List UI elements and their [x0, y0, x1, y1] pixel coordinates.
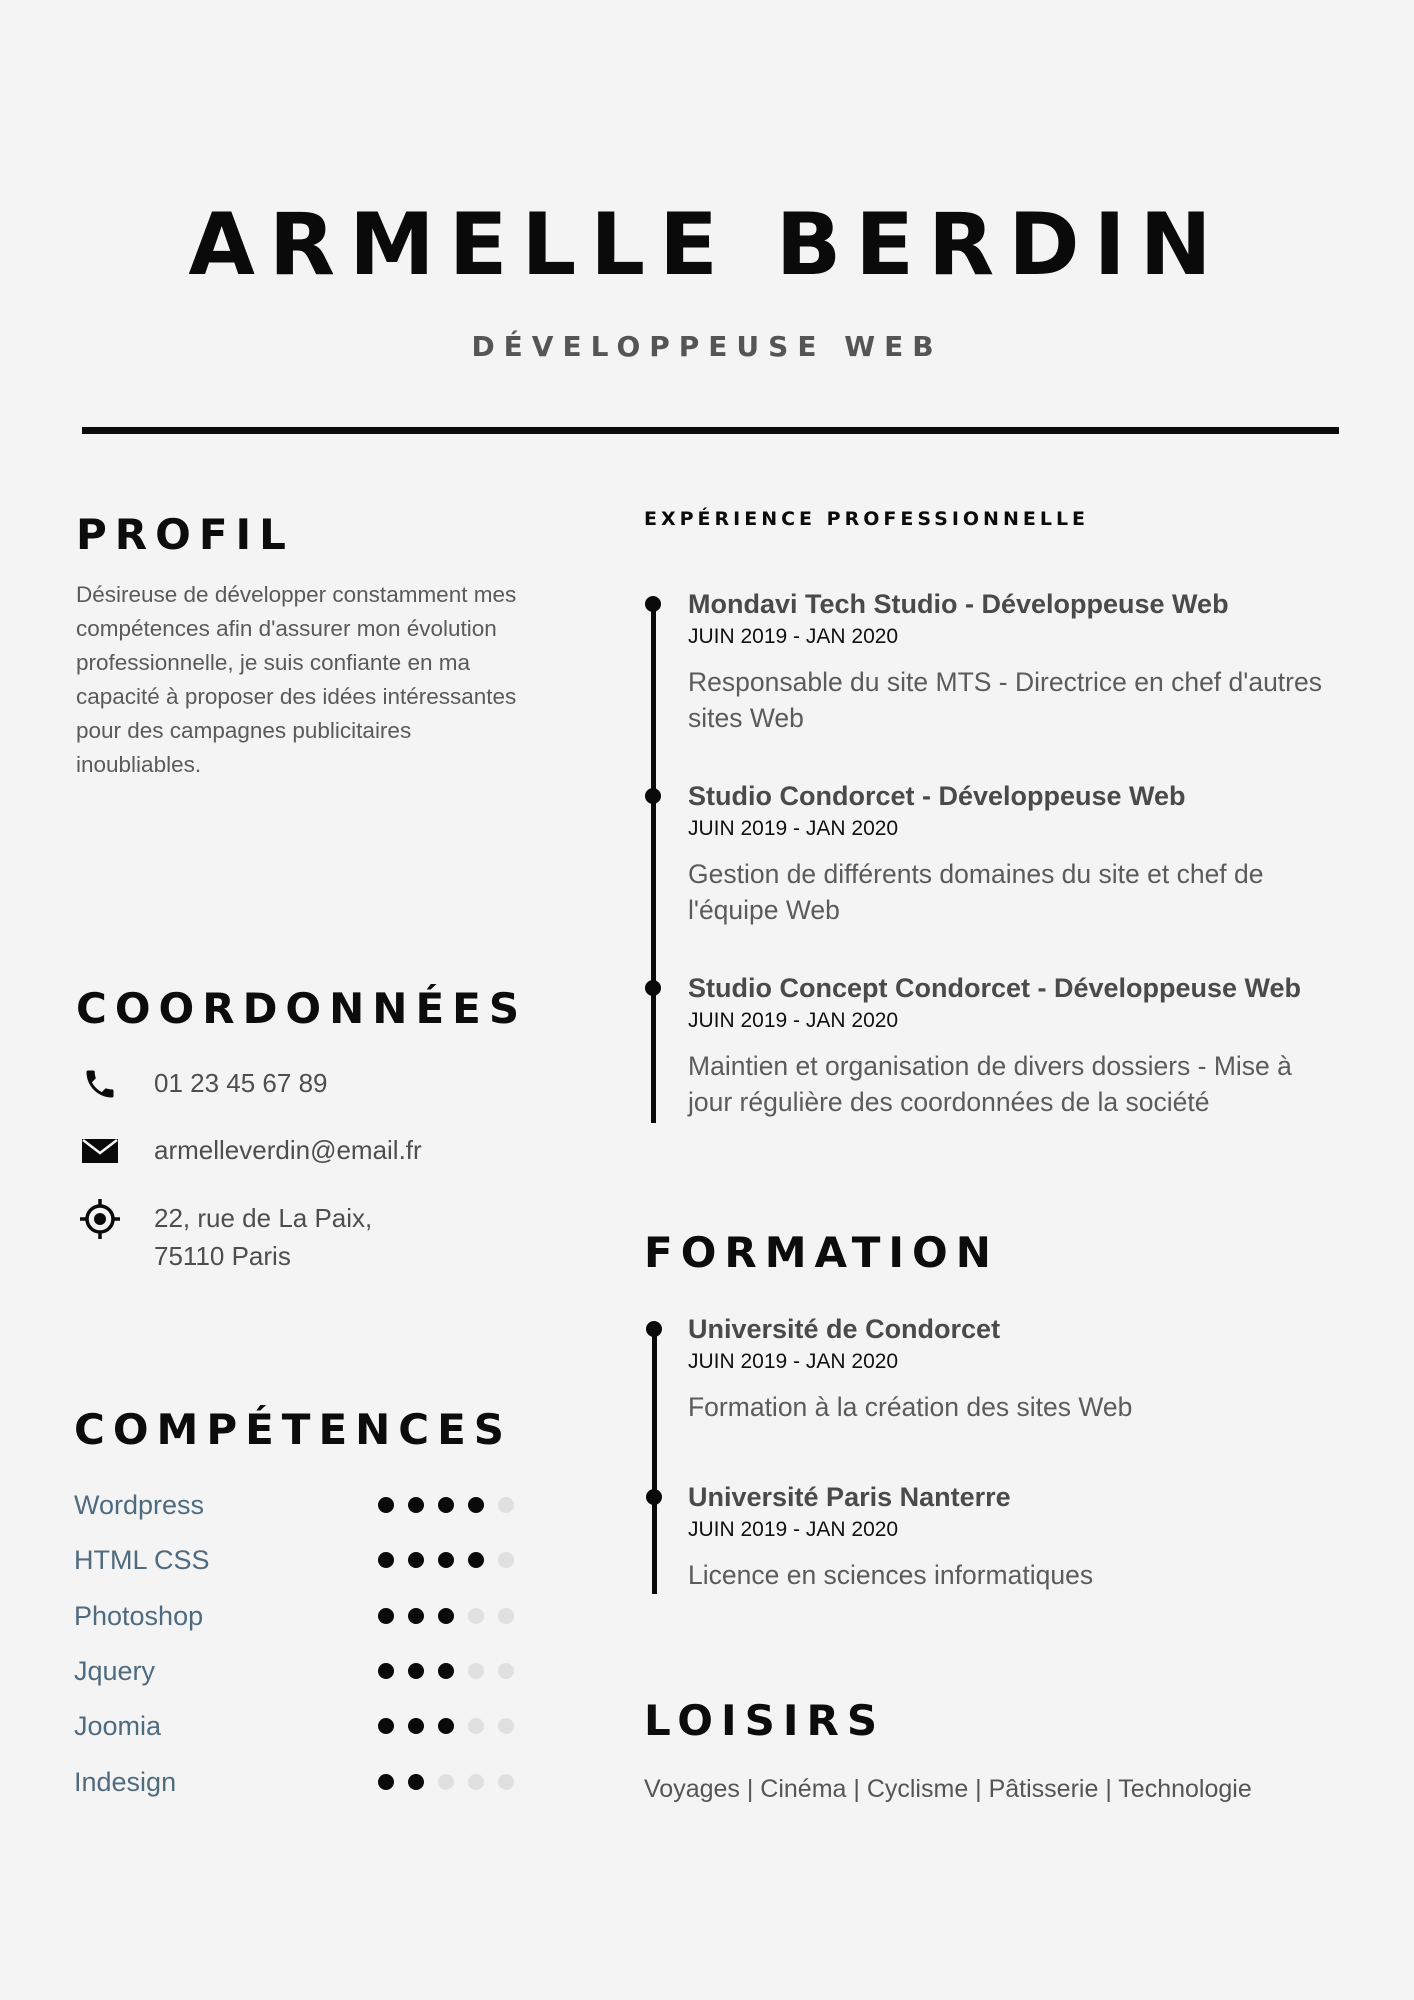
entry-date: JUIN 2019 - JAN 2020 [688, 1009, 899, 1032]
rating-dot-filled [408, 1552, 424, 1568]
rating-dot-filled [438, 1608, 454, 1624]
timeline-dot [645, 596, 661, 612]
skill-name: Joomia [74, 1710, 162, 1741]
job-title: DÉVELOPPEUSE WEB [471, 330, 943, 363]
rating-dot-filled [438, 1497, 454, 1513]
rating-dot-filled [408, 1663, 424, 1679]
experience-timeline [651, 603, 656, 1123]
skill-row [74, 1651, 514, 1691]
rating-dot-empty [498, 1774, 514, 1790]
phone-icon [76, 1064, 124, 1104]
entry-date: JUIN 2019 - JAN 2020 [688, 625, 899, 648]
hobbies-text: Voyages | Cinéma | Cyclisme | Pâtisserie | Technologie [644, 1775, 1252, 1803]
profile-text: Désireuse de développer constamment mes compétences afin d'assurer mon évolution professionnelle, je suis confiante en ma capacité à proposer des idées intéressantes pour des campagnes publicitaires inoubliables. [76, 582, 517, 777]
entry-title: Studio Condorcet - Développeuse Web [688, 781, 1186, 811]
rating-dot-filled [378, 1663, 394, 1679]
timeline-dot [646, 1321, 662, 1337]
entry-date: JUIN 2019 - JAN 2020 [688, 1350, 899, 1373]
rating-dot-filled [408, 1497, 424, 1513]
skill-row [74, 1540, 514, 1580]
skills-heading: COMPÉTENCES [74, 1405, 513, 1454]
skill-level-rating [378, 1663, 514, 1679]
rating-dot-empty [498, 1608, 514, 1624]
timeline-dot [646, 1489, 662, 1505]
experience-heading: EXPÉRIENCE PROFESSIONNELLE [644, 508, 1090, 530]
skill-name: HTML CSS [74, 1544, 210, 1575]
entry-desc: Responsable du site MTS - Directrice en chef d'autres sites Web [688, 667, 1322, 733]
rating-dot-empty [498, 1718, 514, 1734]
skill-name: Jquery [74, 1655, 156, 1686]
rating-dot-filled [408, 1718, 424, 1734]
profile-heading: PROFIL [76, 510, 294, 559]
entry-date: JUIN 2019 - JAN 2020 [688, 817, 899, 840]
timeline-dot [645, 980, 661, 996]
rating-dot-empty [468, 1608, 484, 1624]
rating-dot-empty [498, 1497, 514, 1513]
rating-dot-empty [468, 1774, 484, 1790]
rating-dot-filled [378, 1774, 394, 1790]
skill-level-rating [378, 1774, 514, 1790]
rating-dot-filled [378, 1718, 394, 1734]
experience-entry [688, 778, 1338, 928]
education-entry [688, 1311, 1338, 1425]
full-name: ARMELLE BERDIN [188, 195, 1226, 295]
entry-title: Université Paris Nanterre [688, 1482, 1011, 1512]
skill-row [74, 1706, 514, 1746]
skill-name: Photoshop [74, 1600, 204, 1631]
rating-dot-empty [498, 1552, 514, 1568]
rating-dot-empty [438, 1774, 454, 1790]
rating-dot-filled [408, 1608, 424, 1624]
entry-title: Mondavi Tech Studio - Développeuse Web [688, 589, 1229, 619]
contact-address [76, 1199, 372, 1275]
rating-dot-filled [438, 1552, 454, 1568]
skill-level-rating [378, 1552, 514, 1568]
rating-dot-filled [378, 1552, 394, 1568]
postal-address: 22, rue de La Paix, 75110 Paris [154, 1203, 373, 1271]
rating-dot-filled [438, 1718, 454, 1734]
experience-entry [688, 586, 1338, 736]
timeline-dot [645, 788, 661, 804]
entry-date: JUIN 2019 - JAN 2020 [688, 1518, 899, 1541]
skill-row [74, 1596, 514, 1636]
rating-dot-empty [498, 1663, 514, 1679]
header-divider [82, 427, 1339, 434]
experience-entry [688, 970, 1338, 1120]
education-heading: FORMATION [644, 1228, 999, 1277]
skill-name: Wordpress [74, 1489, 205, 1520]
entry-desc: Licence en sciences informatiques [688, 1560, 1094, 1590]
rating-dot-empty [468, 1718, 484, 1734]
skill-row [74, 1762, 514, 1802]
phone-number[interactable]: 01 23 45 67 89 [154, 1068, 328, 1098]
skill-name: Indesign [74, 1766, 177, 1797]
envelope-icon [76, 1131, 124, 1171]
rating-dot-filled [468, 1552, 484, 1568]
skill-row [74, 1485, 514, 1525]
entry-title: Université de Condorcet [688, 1314, 1001, 1344]
entry-desc: Formation à la création des sites Web [688, 1392, 1133, 1422]
rating-dot-filled [468, 1497, 484, 1513]
email-address[interactable]: armelleverdin@email.fr [154, 1135, 422, 1165]
rating-dot-filled [408, 1774, 424, 1790]
contact-email [76, 1131, 422, 1171]
entry-title: Studio Concept Condorcet - Développeuse Web [688, 973, 1302, 1003]
entry-desc: Maintien et organisation de divers dossiers - Mise à jour régulière des coordonnées de la société [688, 1051, 1292, 1117]
rating-dot-filled [378, 1608, 394, 1624]
education-timeline [652, 1328, 657, 1594]
rating-dot-filled [438, 1663, 454, 1679]
skill-level-rating [378, 1608, 514, 1624]
hobbies-heading: LOISIRS [644, 1696, 886, 1745]
skill-level-rating [378, 1497, 514, 1513]
education-entry [688, 1479, 1338, 1593]
entry-desc: Gestion de différents domaines du site et chef de l'équipe Web [688, 859, 1264, 925]
rating-dot-filled [378, 1497, 394, 1513]
contact-heading: COORDONNÉES [76, 984, 528, 1033]
skill-level-rating [378, 1718, 514, 1734]
location-target-icon [76, 1199, 124, 1239]
rating-dot-empty [468, 1663, 484, 1679]
contact-phone [76, 1064, 328, 1104]
